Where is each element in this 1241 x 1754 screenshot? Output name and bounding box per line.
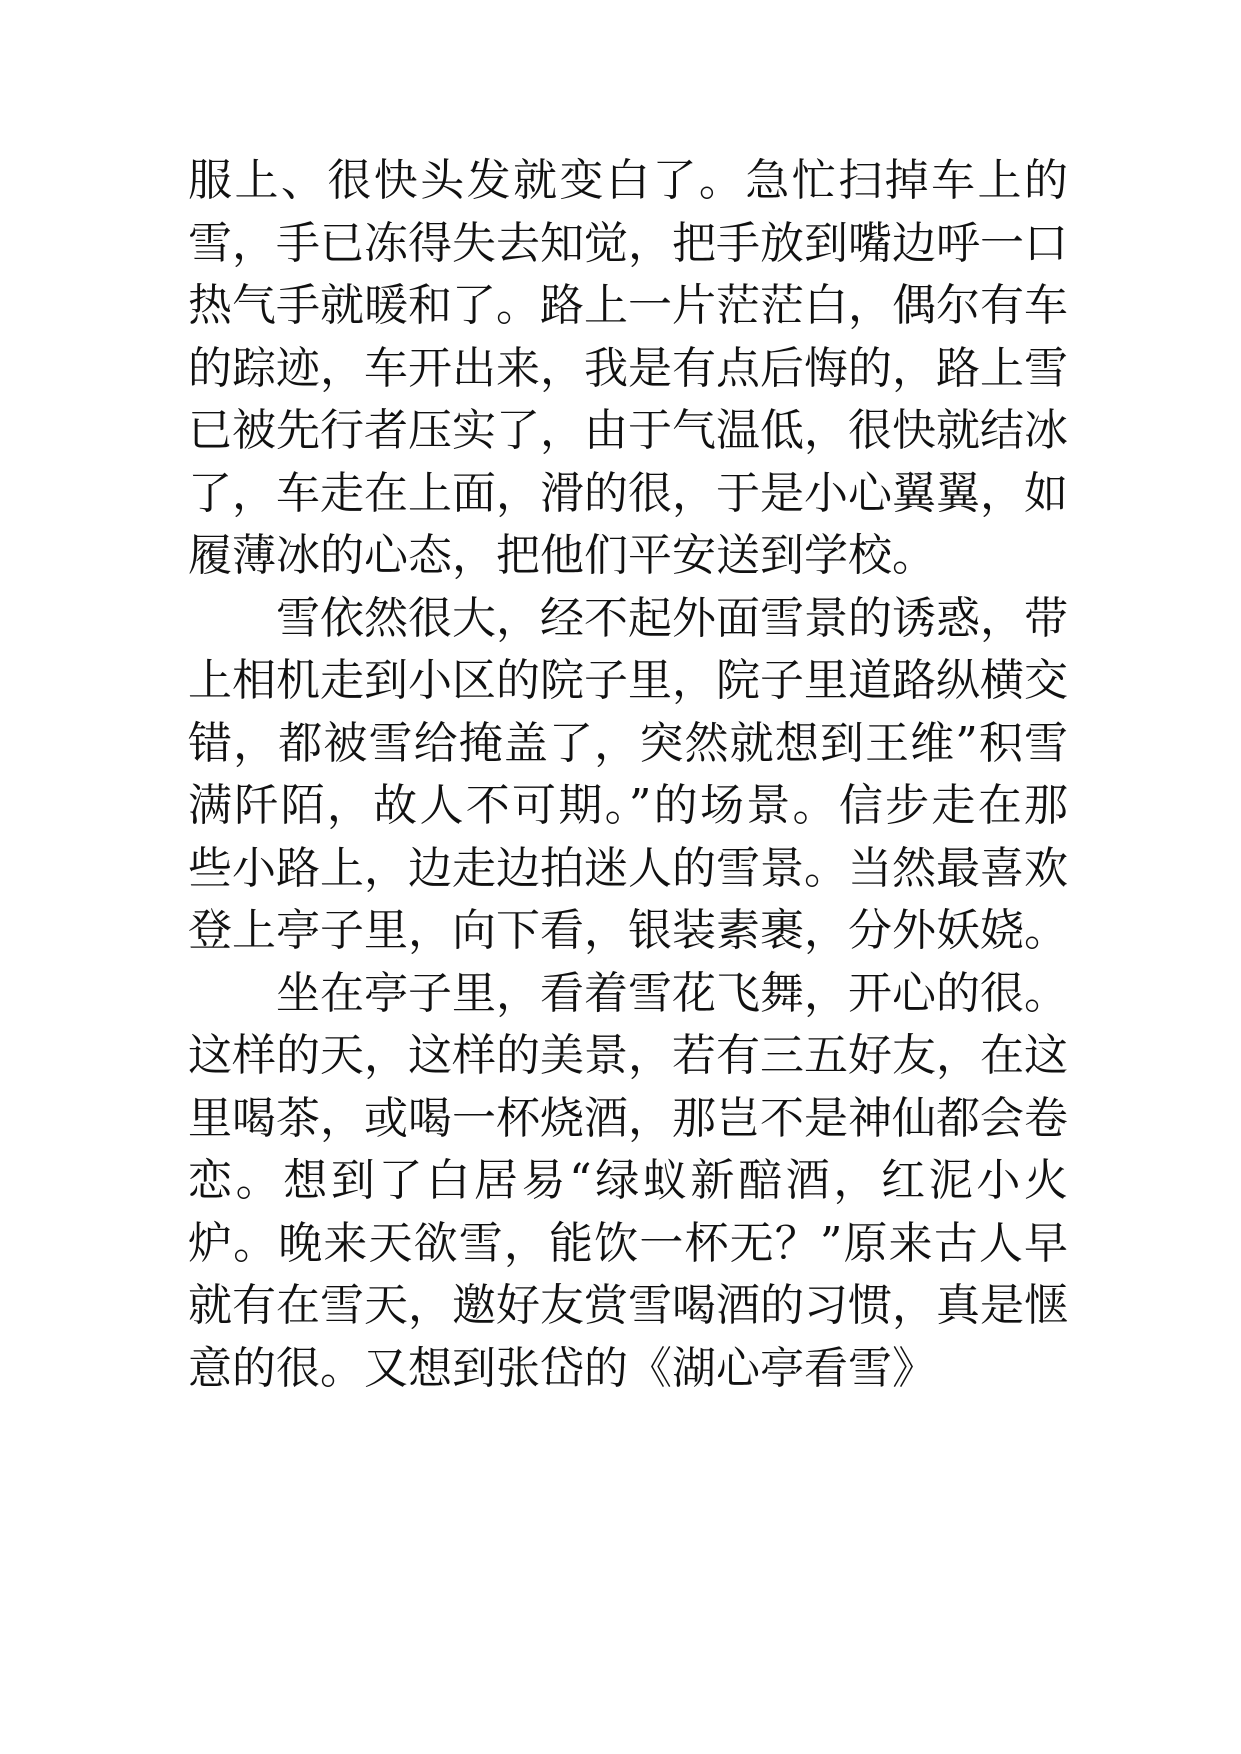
body-text — [188, 150, 1068, 1400]
paragraph-3: 坐在亭子里，看着雪花飞舞，开心的很。这样的天，这样的美景，若有三五好友，在这里喝茶，或喝一杯烧酒，那岂不是神仙都会卷恋。想到了白居易“绿蚁新醅酒，红泥小火炉。晚来天欲雪，能饮一杯无？”原来古人早就有在雪天，邀好友赏雪喝酒的习惯，真是惬意的很。又想到张岱的《湖心亭看雪》 — [188, 967, 1068, 1394]
paragraph-1: 服上、很快头发就变白了。急忙扫掉车上的雪，手已冻得失去知觉，把手放到嘴边呼一口热气手就暖和了。路上一片茫茫白，偶尔有车的踪迹，车开出来，我是有点后悔的，路上雪已被先行者压实了，由于气温低，很快就结冰了，车走在上面，滑的很，于是小心翼翼，如履薄冰的心态，把他们平安送到学校。 — [188, 155, 1068, 581]
paragraph-2: 雪依然很大，经不起外面雪景的诱惑，带上相机走到小区的院子里，院子里道路纵横交错，都被雪给掩盖了，突然就想到王维”积雪满阡陌，故人不可期。”的场景。信步走在那些小路上，边走边拍迷人的雪景。当然最喜欢登上亭子里，向下看，银装素裹，分外妖娆。 — [188, 592, 1068, 956]
